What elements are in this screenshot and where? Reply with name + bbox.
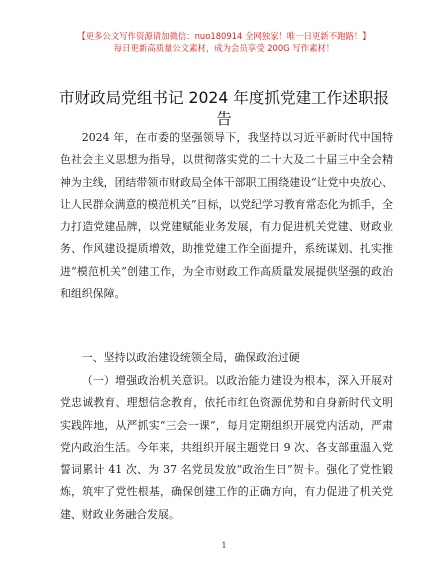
section-heading: 一、坚持以政治建设统领全局，确保政治过硬: [81, 351, 300, 364]
document-title: 市财政局党组书记 2024 年度抓党建工作述职报告: [58, 89, 390, 128]
subsection-paragraph: （一）增强政治机关意识。以政治能力建设为根本，深入开展对党忠诚教育、理想信念教育，依托市红色资源优势和自身新时代文明实践阵地，从严抓实“三会一课”，每月定期组织开展党内活动，严肃党内政治生活。今年来，共组织开展主题党日 9 次、各支部重温入党誓词累计 41 次、为 37 名党员发放“政治生日”贺卡。强化了党性锻炼，筑牢了党性根基，确保创建工作的正确方向，有力促进了机关党建、财政业务融合发展。: [60, 374, 393, 521]
page-number: 1: [221, 541, 227, 550]
intro-paragraph: 2024 年，在市委的坚强领导下，我坚持以习近平新时代中国特色社会主义思想为指导，以贯彻落实党的二十大及二十届三中全会精神为主线，团结带领市财政局全体干部职工围绕建设“让党中央放心、让人民群众满意的模范机关”目标，以党纪学习教育常态化为抓手，全力打造党建品牌，以党建赋能业务发展，有力促进机关党建、财政业务、作风建设提质增效，助推党建工作全面提升，系统谋划、扎实推进“模范机关”创建工作，为全市财政工作高质量发展提供坚强的政治和组织保障。: [60, 131, 393, 301]
promo-banner-line-2: 每日更新高质量公文素材，成为会员享受 200G 写作素材！: [113, 43, 335, 53]
promo-banner-line-1: 【更多公文写作资源请加微信：nuo180914 全网独家！唯一日更新不跑路！】: [77, 31, 371, 41]
